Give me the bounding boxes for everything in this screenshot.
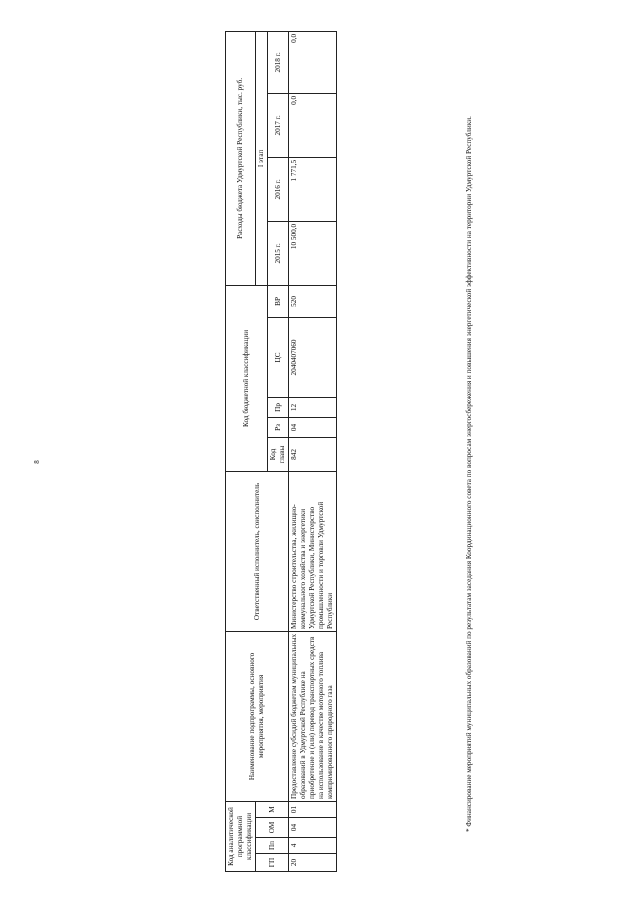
header-executor: Ответственный исполнитель, соисполнитель <box>226 471 289 631</box>
footnote-mark: * <box>465 828 474 832</box>
page-number: 8 <box>33 460 41 464</box>
header-expenses: Расходы бюджета Удмуртской Республики, тыс. руб. <box>226 31 256 285</box>
header-2016: 2016 г. <box>268 157 289 221</box>
cell-pp: 4 <box>289 838 337 854</box>
footnote-text: Финансирование мероприятий муниципальных образований по результатам заседания Координационного совета по вопросам энергосбережения и повышения энергетической эффективности на территории Удмуртской Республики. <box>465 116 474 827</box>
header-budget-code: Код бюджетной классификации <box>226 285 268 471</box>
budget-table-sheet <box>225 32 415 872</box>
cell-vr: 520 <box>289 285 337 317</box>
footnote <box>465 72 475 832</box>
cell-om: 04 <box>289 818 337 838</box>
cell-name: Предоставление субсидий бюджетам муниципальных образований в Удмуртской Республике на приобретение и (или) перевод транспортных средств на использование в качестве моторного топлива компримированного природного газа <box>289 631 337 801</box>
cell-cs: 2040407060 <box>289 317 337 397</box>
cell-executor: Министерство строительства, жилищно-коммунального хозяйства и энергетики Удмуртской Республики, Министерство промышленности и торговли Удмуртской Республики <box>289 471 337 631</box>
header-pr: Пр <box>268 397 289 417</box>
header-gp: ГП <box>256 854 289 872</box>
header-2018: 2018 г. <box>268 31 289 93</box>
cell-2018: 0,0 <box>289 31 337 93</box>
header-stage: I этап <box>256 31 268 285</box>
header-vr: ВР <box>268 285 289 317</box>
header-kod-glavy: Код главы <box>268 437 289 471</box>
header-analytic-code: Код аналитической программной классификации <box>226 801 256 871</box>
budget-table <box>225 31 337 872</box>
cell-2015: 10 500,0 <box>289 221 337 285</box>
header-cs: ЦС <box>268 317 289 397</box>
header-rz: Рз <box>268 417 289 437</box>
header-om: ОМ <box>256 818 289 838</box>
header-2017: 2017 г. <box>268 93 289 157</box>
cell-pr: 12 <box>289 397 337 417</box>
cell-kod-glavy: 842 <box>289 437 337 471</box>
cell-2017: 0,0 <box>289 93 337 157</box>
header-2015: 2015 г. <box>268 221 289 285</box>
cell-2016: 1 771,5 <box>289 157 337 221</box>
header-pp: Пп <box>256 838 289 854</box>
cell-m: 01 <box>289 801 337 817</box>
table-row <box>289 31 337 871</box>
cell-rz: 04 <box>289 417 337 437</box>
cell-gp: 20 <box>289 854 337 872</box>
header-name: Наименование подпрограммы, основного мероприятия, мероприятия <box>226 631 289 801</box>
header-m: М <box>256 801 289 817</box>
